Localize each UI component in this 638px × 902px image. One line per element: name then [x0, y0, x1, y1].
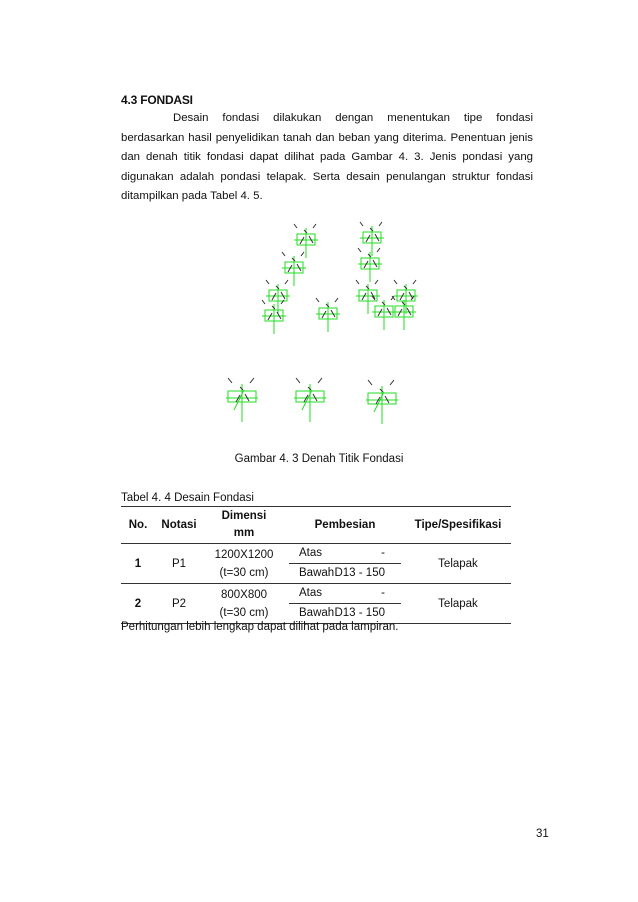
cell-no: 2	[121, 584, 155, 624]
foundation-design-table	[121, 506, 511, 624]
cell-no: 1	[121, 544, 155, 584]
table-header-row	[121, 507, 511, 544]
figure-caption: Gambar 4. 3 Denah Titik Fondasi	[234, 453, 404, 465]
cell-dimensi-size: 800X800	[220, 588, 268, 601]
footing-mark	[394, 280, 418, 314]
cell-notasi: P1	[155, 544, 203, 584]
header-dimensi-label: Dimensi	[221, 510, 267, 522]
cell-notasi: P2	[155, 584, 203, 624]
cell-dimensi	[203, 584, 285, 624]
pembesian-atas	[289, 544, 401, 564]
atas-value: -	[381, 547, 385, 559]
cell-pembesian	[285, 584, 405, 624]
table-caption: Tabel 4. 4 Desain Fondasi	[121, 492, 254, 504]
header-no: No.	[121, 507, 155, 544]
atas-label: Atas	[299, 547, 323, 559]
header-dimensi	[203, 507, 285, 544]
atas-value: -	[381, 587, 385, 599]
footing-mark	[294, 224, 318, 258]
table-row	[121, 584, 511, 624]
page-number: 31	[536, 828, 549, 840]
header-tipe: Tipe/Spesifikasi	[405, 507, 511, 544]
header-dimensi-unit: mm	[233, 527, 255, 539]
footing-mark	[360, 222, 384, 256]
foundation-plan-figure	[190, 212, 450, 432]
footing-mark	[366, 380, 398, 424]
cell-dimensi-thickness: (t=30 cm)	[219, 606, 269, 619]
cell-pembesian	[285, 544, 405, 584]
footing-mark	[356, 280, 380, 314]
footing-mark	[316, 298, 340, 332]
bawah-value: D13 - 150	[334, 607, 385, 619]
cell-tipe: Telapak	[405, 584, 511, 624]
header-notasi: Notasi	[155, 507, 203, 544]
footing-mark	[262, 300, 286, 334]
footing-mark	[294, 378, 326, 422]
footing-mark	[358, 248, 382, 282]
section-heading: 4.3 FONDASI	[121, 93, 193, 107]
footnote: Perhitungan lebih lengkap dapat dilihat pada lampiran.	[121, 621, 399, 633]
section-paragraph: Desain fondasi dilakukan dengan menentukan tipe fondasi berdasarkan hasil penyelidikan tanah dan beban yang diterima. Penentuan jenis dan denah titik fondasi dapat dilihat pada Gambar 4. 3. Jenis pondasi yang digunakan adalah pondasi telapak. Serta desain penulangan struktur fondasi ditampilkan pada Tabel 4. 5.	[121, 112, 533, 203]
cell-dimensi	[203, 544, 285, 584]
footing-mark	[266, 280, 290, 314]
footing-mark	[282, 252, 306, 286]
bawah-label: Bawah	[299, 567, 335, 579]
table-row	[121, 544, 511, 584]
cell-dimensi-thickness: (t=30 cm)	[219, 566, 269, 579]
header-pembesian: Pembesian	[285, 507, 405, 544]
cell-dimensi-size: 1200X1200	[214, 548, 274, 561]
cell-tipe: Telapak	[405, 544, 511, 584]
bawah-label: Bawah	[299, 607, 335, 619]
pembesian-bawah	[285, 564, 405, 583]
bawah-value: D13 - 150	[334, 567, 385, 579]
pembesian-atas	[289, 584, 401, 604]
atas-label: Atas	[299, 587, 323, 599]
footing-mark	[226, 378, 258, 422]
